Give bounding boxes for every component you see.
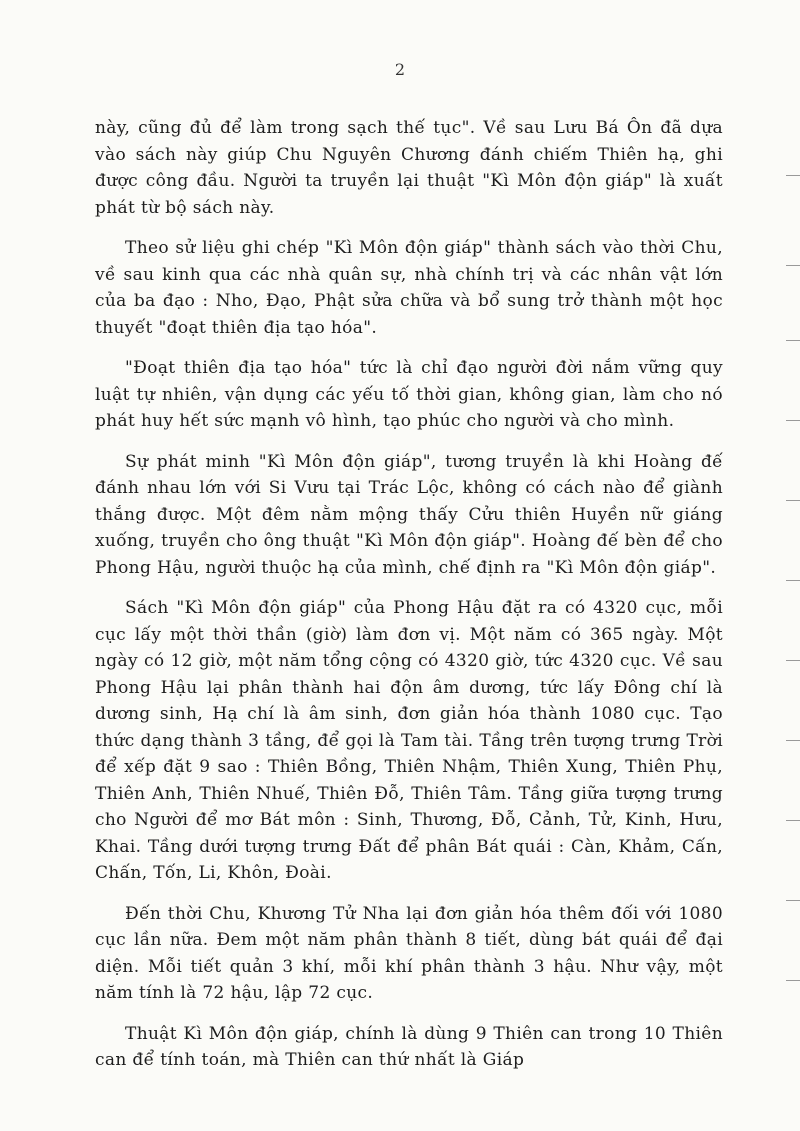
- paragraph-2: Theo sử liệu ghi chép "Kì Môn độn giáp" thành sách vào thời Chu, về sau kinh qua các nhà quân sự, nhà chính trị và các nhân vật lớn của ba đạo : Nho, Đạo, Phật sửa chữa và bổ sung trở thành một học thuyết "đoạt thiên địa tạo hóa".: [95, 238, 723, 338]
- margin-tick: [786, 340, 800, 341]
- paragraph-3: "Đoạt thiên địa tạo hóa" tức là chỉ đạo người đời nắm vững quy luật tự nhiên, vận dụng các yếu tố thời gian, không gian, làm cho nó phát huy hết sức mạnh vô hình, tạo phúc cho người và cho mình.: [95, 358, 723, 431]
- paragraph-1: này, cũng đủ để làm trong sạch thế tục". Về sau Lưu Bá Ôn đã dựa vào sách này giúp Chu Nguyên Chương đánh chiếm Thiên hạ, ghi được công đầu. Người ta truyền lại thuật "Kì Môn độn giáp" là xuất phát từ bộ sách này.: [95, 118, 723, 218]
- paragraph-5: Sách "Kì Môn độn giáp" của Phong Hậu đặt ra có 4320 cục, mỗi cục lấy một thời thần (giờ) làm đơn vị. Một năm có 365 ngày. Một ngày có 12 giờ, một năm tổng cộng có 4320 giờ, tức 4320 cục. Về sau Phong Hậu lại phân thành hai độn âm dương, tức lấy Đông chí là dương sinh, Hạ chí là âm sinh, đơn giản hóa thành 1080 cục. Tạo thức dạng thành 3 tầng, để gọi là Tam tài. Tầng trên tượng trưng Trời để xếp đặt 9 sao : Thiên Bồng, Thiên Nhậm, Thiên Xung, Thiên Phụ, Thiên Anh, Thiên Nhuế, Thiên Đỗ, Thiên Tâm. Tầng giữa tượng trưng cho Người để mơ Bát môn : Sinh, Thương, Đỗ, Cảnh, Tử, Kinh, Hưu, Khai. Tầng dưới tượng trưng Đất để phân Bát quái : Càn, Khảm, Cấn, Chấn, Tốn, Li, Khôn, Đoài.: [95, 598, 723, 883]
- body-text: [95, 115, 723, 1088]
- margin-tick: [786, 580, 800, 581]
- paragraph-6: Đến thời Chu, Khương Tử Nha lại đơn giản hóa thêm đối với 1080 cục lần nữa. Đem một năm phân thành 8 tiết, dùng bát quái để đại diện. Mỗi tiết quản 3 khí, mỗi khí phân thành 3 hậu. Như vậy, một năm tính là 72 hậu, lập 72 cục.: [95, 903, 723, 1003]
- paragraph-7: Thuật Kì Môn độn giáp, chính là dùng 9 Thiên can trong 10 Thiên can để tính toán, mà Thiên can thứ nhất là Giáp: [95, 1023, 723, 1070]
- margin-tick: [786, 820, 800, 821]
- margin-tick: [786, 740, 800, 741]
- margin-tick: [786, 980, 800, 981]
- margin-tick: [786, 175, 800, 176]
- margin-tick: [786, 660, 800, 661]
- paragraph-4: Sự phát minh "Kì Môn độn giáp", tương truyền là khi Hoàng đế đánh nhau lớn với Si Vưu tại Trác Lộc, không có cách nào để giành thắng được. Một đêm nằm mộng thấy Cửu thiên Huyền nữ giáng xuống, truyền cho ông thuật "Kì Môn độn giáp". Hoàng đế bèn để cho Phong Hậu, người thuộc hạ của mình, chế định ra "Kì Môn độn giáp".: [95, 451, 723, 578]
- page-number: 2: [394, 60, 406, 79]
- margin-tick: [786, 420, 800, 421]
- margin-tick: [786, 265, 800, 266]
- margin-tick: [786, 500, 800, 501]
- margin-tick: [786, 900, 800, 901]
